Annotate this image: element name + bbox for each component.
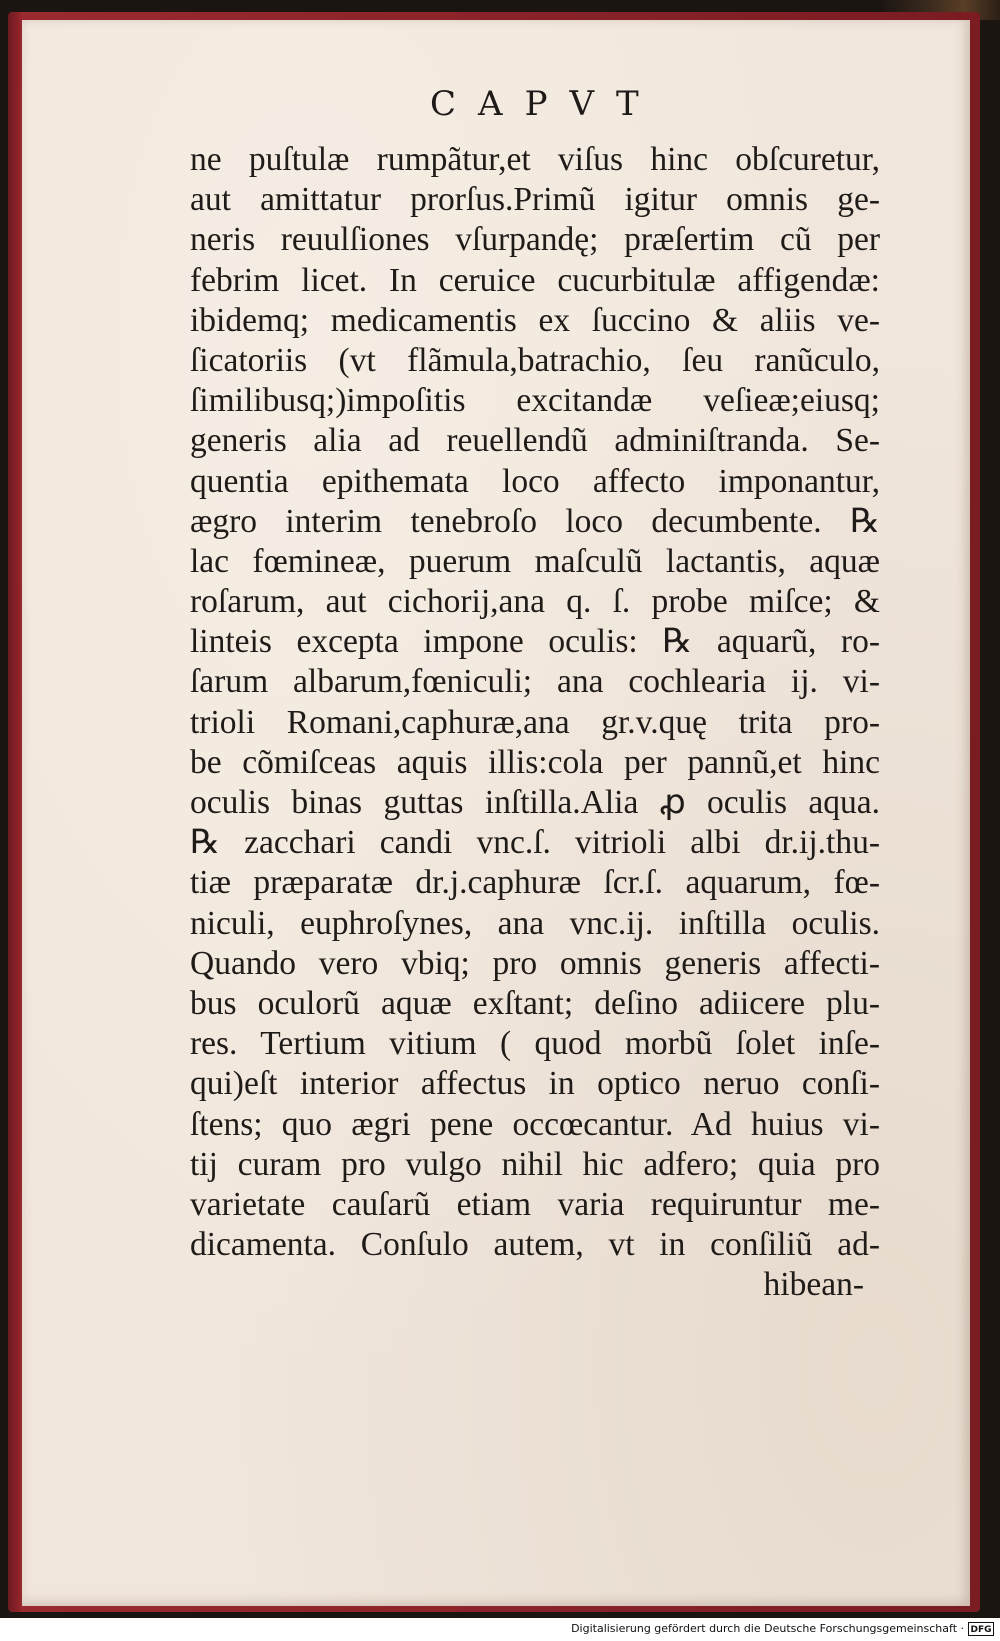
text-line: tij curam pro vulgo nihil hic adfero; quia pro xyxy=(190,1145,880,1183)
running-head: CAPVT xyxy=(430,84,661,124)
text-line: ſtens; quo ægri pene occœcantur. Ad huius vi- xyxy=(190,1105,880,1143)
text-line: ſimilibusq;)impoſitis excitandæ veſieæ;eiusq; xyxy=(190,382,880,420)
digitization-footer xyxy=(0,1618,1000,1641)
text-line: qui)eſt interior affectus in optico neruo conſi- xyxy=(190,1065,880,1103)
text-line: ægro interim tenebroſo loco decumbente. ℞ xyxy=(190,502,880,540)
text-line: be cõmiſceas aquis illis:cola per pannũ,et hinc xyxy=(190,743,880,781)
text-line: aut amittatur prorſus.Primũ igitur omnis ge- xyxy=(190,181,880,219)
text-line: bus oculorũ aquæ exſtant; deſino adiicere plu- xyxy=(190,984,880,1022)
text-line: ne puſtulæ rumpãtur,et viſus hinc obſcuretur, xyxy=(190,141,880,178)
catchword: hibean- xyxy=(763,1266,864,1304)
text-line: ſicatoriis (vt flãmula,batrachio, ſeu ranũculo, xyxy=(190,341,880,379)
text-line: dicamenta. Conſulo autem, vt in conſiliũ ad- xyxy=(190,1226,880,1264)
dfg-logo: DFG xyxy=(968,1622,994,1636)
text-line: quentia epithemata loco affecto imponantur, xyxy=(190,462,880,500)
text-line: roſarum, aut cichorij,ana q. ſ. probe miſce; & xyxy=(190,583,880,621)
text-line: ſarum albarum,fœniculi; ana cochlearia ij. vi- xyxy=(190,663,880,701)
text-line: linteis excepta impone oculis: ℞ aquarũ, ro- xyxy=(190,623,880,661)
text-line: Quando vero vbiq; pro omnis generis affecti- xyxy=(190,944,880,982)
funding-notice: Digitalisierung gefördert durch die Deutsche Forschungsgemeinschaft · xyxy=(571,1622,964,1635)
text-line: tiæ præparatæ dr.j.caphuræ ſcr.ſ. aquarum, fœ- xyxy=(190,864,880,902)
text-line: febrim licet. In ceruice cucurbitulæ affigendæ: xyxy=(190,261,880,299)
text-line: res. Tertium vitium ( quod morbũ ſolet inſe- xyxy=(190,1025,880,1063)
body-text xyxy=(190,140,880,1305)
text-line: neris reuulſiones vſurpandę; præſertim cũ per xyxy=(190,221,880,259)
text-line: generis alia ad reuellendũ adminiſtranda. Se- xyxy=(190,422,880,460)
text-line: trioli Romani,caphuræ,ana gr.v.quę trita pro- xyxy=(190,703,880,741)
text-line: varietate cauſarũ etiam varia requiruntur me- xyxy=(190,1185,880,1223)
text-line: oculis binas guttas inſtilla.Alia ꝓ oculis aqua. xyxy=(190,784,880,821)
text-line: niculi, euphroſynes, ana vnc.ij. inſtilla oculis. xyxy=(190,904,880,942)
text-line: lac fœmineæ, puerum maſculũ lactantis, aquæ xyxy=(190,542,880,580)
text-line: ibidemq; medicamentis ex ſuccino & aliis ve- xyxy=(190,301,880,339)
text-line: ℞ zacchari candi vnc.ſ. vitrioli albi dr.ij.thu- xyxy=(190,824,880,862)
